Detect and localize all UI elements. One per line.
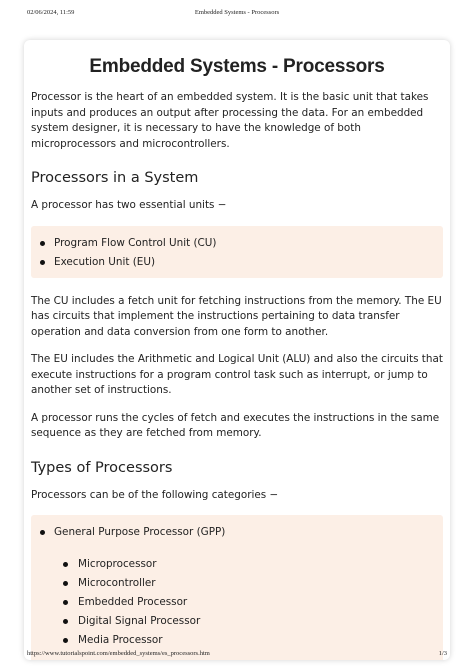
list-item-microcontroller: Microcontroller [54, 574, 443, 593]
list-item-embedded-processor: Embedded Processor [54, 593, 443, 612]
article-card [24, 40, 450, 660]
cycle-paragraph: A processor runs the cycles of fetch and executes the instructions in the same sequence as they are fetched from memory. [31, 411, 440, 439]
print-footer [0, 650, 474, 660]
list-item-gpp [31, 523, 443, 650]
categories-lead-text: Processors can be of the following categories − [31, 488, 279, 501]
categories-list-box [31, 515, 443, 660]
gpp-label: General Purpose Processor (GPP) [54, 526, 226, 538]
units-list [31, 234, 443, 272]
eu-paragraph: The EU includes the Arithmetic and Logical Unit (ALU) and also the circuits that execute instructions for a program control task such as interrupt, or jump to another set of instructions. [31, 353, 443, 396]
units-lead-text: A processor has two essential units − [31, 199, 227, 211]
print-header [0, 9, 474, 19]
section-heading-types-of-processors: Types of Processors [31, 459, 173, 476]
list-item-media-processor: Media Processor [54, 631, 443, 650]
print-page-number: 1/3 [438, 650, 447, 657]
section-heading-processors-in-system: Processors in a System [31, 170, 199, 186]
cu-paragraph: The CU includes a fetch unit for fetching instructions from the memory. The EU has circuits that implement the instructions pertaining to data transfer operation and data conversion from one form to another. [31, 294, 442, 338]
units-list-box [31, 226, 443, 278]
print-url: https://www.tutorialspoint.com/embedded_systems/es_processors.htm [27, 650, 210, 657]
gpp-subtypes-list [54, 555, 443, 650]
page-title: Embedded Systems - Processors [89, 56, 385, 77]
intro-paragraph: Processor is the heart of an embedded system. It is the basic unit that takes inputs and produces an output after processing the data. For an embedded system designer, it is necessary to have the knowledge of both microprocessors and microcontrollers. [31, 91, 429, 150]
categories-list [31, 523, 443, 650]
print-datetime: 02/06/2024, 11:59 [27, 9, 75, 16]
list-item-microprocessor: Microprocessor [54, 555, 443, 574]
print-title: Embedded Systems - Processors [194, 9, 280, 16]
list-item-eu: Execution Unit (EU) [31, 253, 443, 272]
list-item-digital-signal-processor: Digital Signal Processor [54, 612, 443, 631]
list-item-cu: Program Flow Control Unit (CU) [31, 234, 443, 253]
article-content [31, 56, 443, 660]
